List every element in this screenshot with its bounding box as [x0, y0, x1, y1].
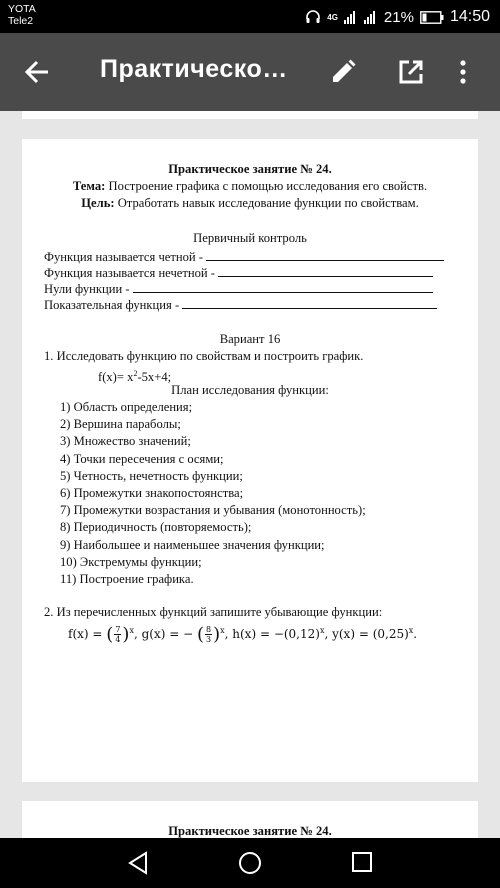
decreasing-functions-formula [68, 622, 417, 644]
variant-heading: Вариант 16 [219, 332, 281, 346]
frac-num: 8 [206, 625, 212, 634]
plan-heading: План исследования функции: [171, 383, 329, 397]
formula-y: , y(x) = (0,25) [324, 627, 409, 641]
carrier-2: Tele2 [8, 15, 34, 27]
signal-icon [344, 10, 358, 24]
topic-text: Построение графика с помощью исследования его свойств. [105, 179, 428, 193]
control-line-text: Функция называется четной - [44, 250, 203, 264]
control-heading: Первичный контроль [193, 231, 307, 245]
control-line-odd [44, 265, 433, 282]
next-page-title: Практическое занятие № 24. [168, 824, 332, 838]
exponent-x: x [408, 626, 414, 635]
formula-end: . [413, 627, 418, 641]
paren-open: ( [106, 624, 114, 645]
function-exponent: 2 [133, 369, 138, 378]
doc-title: Практическое занятие № 24. [168, 162, 332, 176]
plan-item: 5) Четность, нечетность функции; [60, 468, 243, 483]
paren-close: ) [122, 624, 130, 645]
blank-line [218, 265, 433, 277]
topic-label: Тема: [72, 179, 106, 193]
status-bar [0, 0, 500, 33]
recent-apps-icon[interactable] [351, 851, 373, 873]
network-type: 4G [327, 12, 338, 22]
doc-topic [22, 178, 478, 195]
control-line-exponential [44, 297, 437, 314]
more-vert-icon[interactable] [458, 59, 468, 85]
back-arrow-icon[interactable] [24, 59, 50, 85]
plan-item: 8) Периодичность (повторяемость); [60, 520, 252, 535]
doc-goal [22, 195, 478, 212]
plan-item: 1) Область определения; [60, 400, 193, 414]
document-page[interactable] [22, 139, 478, 782]
paren-open: ( [196, 624, 204, 645]
carrier-1: YOTA [8, 3, 36, 15]
formula-h: , h(x) = −(0,12) [224, 627, 320, 641]
edit-pencil-icon[interactable] [330, 59, 356, 85]
plan-item: 10) Экстремумы функции; [60, 554, 202, 569]
open-external-icon[interactable] [398, 59, 424, 85]
battery-icon [420, 11, 444, 24]
plan-item: 7) Промежутки возрастания и убывания (монотонность); [60, 503, 366, 518]
clock: 14:50 [449, 8, 490, 25]
paren-close: ) [213, 624, 221, 645]
signal-icon-2 [364, 10, 378, 24]
blank-line [133, 281, 433, 293]
headset-icon [305, 9, 321, 25]
formula-f-lhs: f(x) = [68, 627, 103, 641]
plan-item: 11) Построение графика. [60, 572, 194, 586]
function-suffix: -5x+4; [137, 370, 172, 385]
control-line-even [44, 249, 444, 266]
carrier-info [8, 3, 36, 27]
frac-num: 7 [115, 625, 121, 634]
task-1: 1. Исследовать функцию по свойствам и построить график. [44, 349, 364, 363]
control-line-zeros [44, 281, 433, 298]
exponent-x: x [220, 626, 225, 635]
frac-den: 4 [115, 635, 121, 644]
battery-percent: 21% [383, 8, 414, 26]
plan-item: 2) Вершина параболы; [60, 417, 181, 432]
control-line-text: Нули функции - [44, 282, 130, 296]
goal-text: Отработать навык исследование функции по свойствам. [114, 196, 419, 210]
frac-den: 3 [206, 635, 212, 644]
plan-item: 3) Множество значений; [60, 434, 191, 449]
back-triangle-icon[interactable] [127, 851, 149, 875]
previous-page [22, 111, 478, 119]
blank-line [182, 297, 437, 309]
task-2: 2. Из перечисленных функций запишите убывающие функции: [44, 605, 383, 619]
function-prefix: f(x)= x [98, 370, 134, 385]
control-line-text: Функция называется нечетной - [44, 266, 215, 280]
plan-item: 9) Наибольшее и наименьшее значения функции; [60, 537, 325, 552]
status-icons [305, 6, 490, 28]
formula-g-lhs: , g(x) = − [133, 627, 194, 641]
plan-item: 4) Точки пересечения с осями; [60, 451, 224, 466]
goal-label: Цель: [81, 196, 115, 210]
control-line-text: Показательная функция - [44, 298, 180, 312]
navigation-bar [0, 838, 500, 888]
document-title: Практическо… [100, 55, 288, 83]
exponent-x: x [129, 626, 134, 635]
app-bar [0, 33, 500, 111]
exponent-x: x [319, 626, 325, 635]
blank-line [206, 249, 444, 261]
fraction-7-4 [114, 625, 121, 644]
home-circle-icon[interactable] [238, 851, 262, 875]
plan-item: 6) Промежутки знакопостоянства; [60, 486, 244, 500]
fraction-8-3 [205, 625, 212, 644]
